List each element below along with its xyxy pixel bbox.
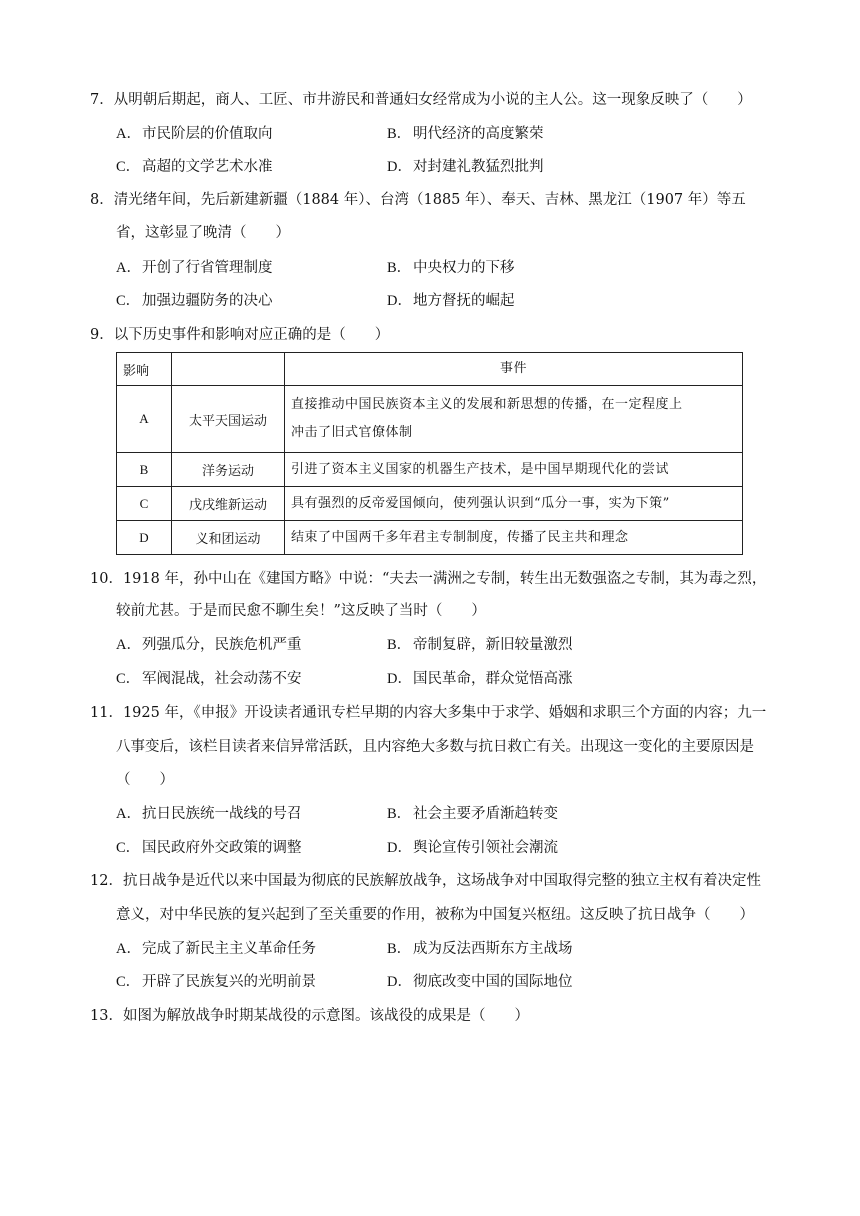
option-c bbox=[116, 838, 302, 858]
stem-line: 抗日战争是近代以来中国最为彻底的民族解放战争，这场战争对中国取得完整的独立主权有着决定性 bbox=[122, 873, 761, 889]
option-letter: C． bbox=[116, 840, 141, 856]
option-a bbox=[116, 124, 273, 144]
row-impact: 结束了中国两千多年君主专制制度，传播了民主共和理念 bbox=[285, 521, 743, 555]
option-letter: A． bbox=[116, 941, 141, 957]
option-letter: B． bbox=[387, 941, 412, 957]
option-letter: D． bbox=[387, 840, 412, 856]
option-d bbox=[387, 669, 573, 689]
option-letter: C． bbox=[116, 974, 141, 990]
option-text: 列强瓜分，民族危机严重 bbox=[142, 637, 302, 653]
option-letter: D． bbox=[387, 671, 412, 687]
option-text: 彻底改变中国的国际地位 bbox=[413, 974, 573, 990]
row-event: 太平天国运动 bbox=[172, 386, 285, 453]
row-label: C bbox=[117, 487, 172, 521]
option-letter: C． bbox=[116, 293, 141, 309]
option-letter: A． bbox=[116, 637, 141, 653]
option-b bbox=[387, 635, 573, 655]
option-letter: D． bbox=[387, 159, 412, 175]
question-number: 7． bbox=[90, 92, 114, 108]
option-letter: A． bbox=[116, 126, 141, 142]
option-text: 成为反法西斯东方主战场 bbox=[413, 941, 573, 957]
option-text: 国民革命，群众觉悟高涨 bbox=[413, 671, 573, 687]
table-row bbox=[117, 521, 743, 555]
option-text: 军阀混战，社会动荡不安 bbox=[142, 671, 302, 687]
option-c bbox=[116, 291, 273, 311]
option-text: 帝制复辟，新旧较量激烈 bbox=[413, 637, 573, 653]
table-header-row bbox=[117, 353, 743, 386]
option-letter: D． bbox=[387, 293, 412, 309]
question-number: 9． bbox=[90, 327, 114, 343]
option-d bbox=[387, 972, 573, 992]
row-label: A bbox=[117, 386, 172, 453]
question-number: 11． bbox=[90, 705, 123, 721]
stem-line: 清光绪年间，先后新建新疆（1884 年）、台湾（1885 年）、奉天、吉林、黑龙江（1907 年）等五 bbox=[113, 192, 746, 208]
question-stem bbox=[90, 325, 389, 345]
option-c bbox=[116, 157, 273, 177]
question-stem bbox=[90, 90, 752, 110]
question-number: 10． bbox=[90, 571, 123, 587]
option-letter: B． bbox=[387, 637, 412, 653]
option-letter: A． bbox=[116, 806, 141, 822]
option-text: 舆论宣传引领社会潮流 bbox=[413, 840, 558, 856]
option-b bbox=[387, 804, 558, 824]
option-d bbox=[387, 291, 515, 311]
option-text: 明代经济的高度繁荣 bbox=[413, 126, 544, 142]
option-a bbox=[116, 258, 273, 278]
question-number: 8． bbox=[90, 192, 114, 208]
option-b bbox=[387, 939, 573, 959]
option-text: 开辟了民族复兴的光明前景 bbox=[142, 974, 316, 990]
header-cell-event: 事件 bbox=[285, 353, 743, 386]
row-impact: 具有强烈的反帝爱国倾向，使列强认识到“瓜分一事，实为下策” bbox=[285, 487, 743, 521]
row-event: 戊戌维新运动 bbox=[172, 487, 285, 521]
option-letter: A． bbox=[116, 260, 141, 276]
stem-line-continued: 意义，对中华民族的复兴起到了至关重要的作用，被称为中国复兴枢纽。这反映了抗日战争（ ） bbox=[116, 907, 754, 923]
question-number: 12． bbox=[90, 873, 123, 889]
table-row bbox=[117, 386, 743, 453]
table-row bbox=[117, 453, 743, 487]
option-a bbox=[116, 804, 302, 824]
option-c bbox=[116, 669, 302, 689]
option-text: 国民政府外交政策的调整 bbox=[142, 840, 302, 856]
row-label: D bbox=[117, 521, 172, 555]
option-text: 开创了行省管理制度 bbox=[142, 260, 273, 276]
option-b bbox=[387, 258, 515, 278]
option-text: 完成了新民主主义革命任务 bbox=[142, 941, 316, 957]
option-text: 地方督抚的崛起 bbox=[413, 293, 515, 309]
row-impact bbox=[285, 386, 743, 453]
stem-line: 1925 年，《申报》开设读者通讯专栏早期的内容大多集中于求学、婚姻和求职三个方面的内容；九一 bbox=[122, 705, 767, 721]
row-impact: 引进了资本主义国家的机器生产技术，是中国早期现代化的尝试 bbox=[285, 453, 743, 487]
option-letter: B． bbox=[387, 260, 412, 276]
row-event: 义和团运动 bbox=[172, 521, 285, 555]
header-cell-blank bbox=[172, 353, 285, 386]
table-row bbox=[117, 487, 743, 521]
row-event: 洋务运动 bbox=[172, 453, 285, 487]
stem-line-continued: 八事变后，该栏目读者来信异常活跃，且内容绝大多数与抗日救亡有关。出现这一变化的主要原因是 bbox=[116, 739, 754, 755]
stem-line: 如图为解放战争时期某战役的示意图。该战役的成果是（ ） bbox=[122, 1008, 529, 1024]
option-text: 中央权力的下移 bbox=[413, 260, 515, 276]
option-b bbox=[387, 124, 544, 144]
option-letter: B． bbox=[387, 806, 412, 822]
question-stem bbox=[90, 1006, 529, 1026]
option-d bbox=[387, 838, 558, 858]
impact-line: 冲击了旧式官僚体制 bbox=[291, 425, 413, 440]
option-a bbox=[116, 939, 316, 959]
option-letter: C． bbox=[116, 159, 141, 175]
option-d bbox=[387, 157, 544, 177]
question-stem bbox=[90, 703, 766, 723]
option-text: 对封建礼教猛烈批判 bbox=[413, 159, 544, 175]
option-c bbox=[116, 972, 316, 992]
question-stem bbox=[90, 190, 746, 210]
option-letter: D． bbox=[387, 974, 412, 990]
stem-line: 以下历史事件和影响对应正确的是（ ） bbox=[113, 327, 390, 343]
history-table bbox=[116, 352, 743, 555]
stem-line-continued: 省，这彰显了晚清（ ） bbox=[116, 225, 290, 241]
question-stem bbox=[90, 569, 766, 589]
option-letter: C． bbox=[116, 671, 141, 687]
stem-line: 从明朝后期起，商人、工匠、市井游民和普通妇女经常成为小说的主人公。这一现象反映了（ ） bbox=[113, 92, 752, 108]
option-text: 加强边疆防务的决心 bbox=[142, 293, 273, 309]
row-label: B bbox=[117, 453, 172, 487]
stem-line-continued: 较前尤甚。于是而民愈不聊生矣！”这反映了当时（ ） bbox=[116, 603, 486, 619]
question-number: 13． bbox=[90, 1008, 123, 1024]
stem-line-continued: （ ） bbox=[116, 772, 174, 788]
header-cell-impact: 影响 bbox=[117, 353, 172, 386]
option-text: 抗日民族统一战线的号召 bbox=[142, 806, 302, 822]
option-letter: B． bbox=[387, 126, 412, 142]
question-stem bbox=[90, 871, 761, 891]
option-text: 社会主要矛盾渐趋转变 bbox=[413, 806, 558, 822]
option-text: 高超的文学艺术水准 bbox=[142, 159, 273, 175]
impact-line: 直接推动中国民族资本主义的发展和新思想的传播，在一定程度上 bbox=[291, 397, 683, 412]
option-a bbox=[116, 635, 302, 655]
option-text: 市民阶层的价值取向 bbox=[142, 126, 273, 142]
stem-line: 1918 年，孙中山在《建国方略》中说：“夫去一满洲之专制，转生出无数强盗之专制，其为毒之烈， bbox=[122, 571, 767, 587]
